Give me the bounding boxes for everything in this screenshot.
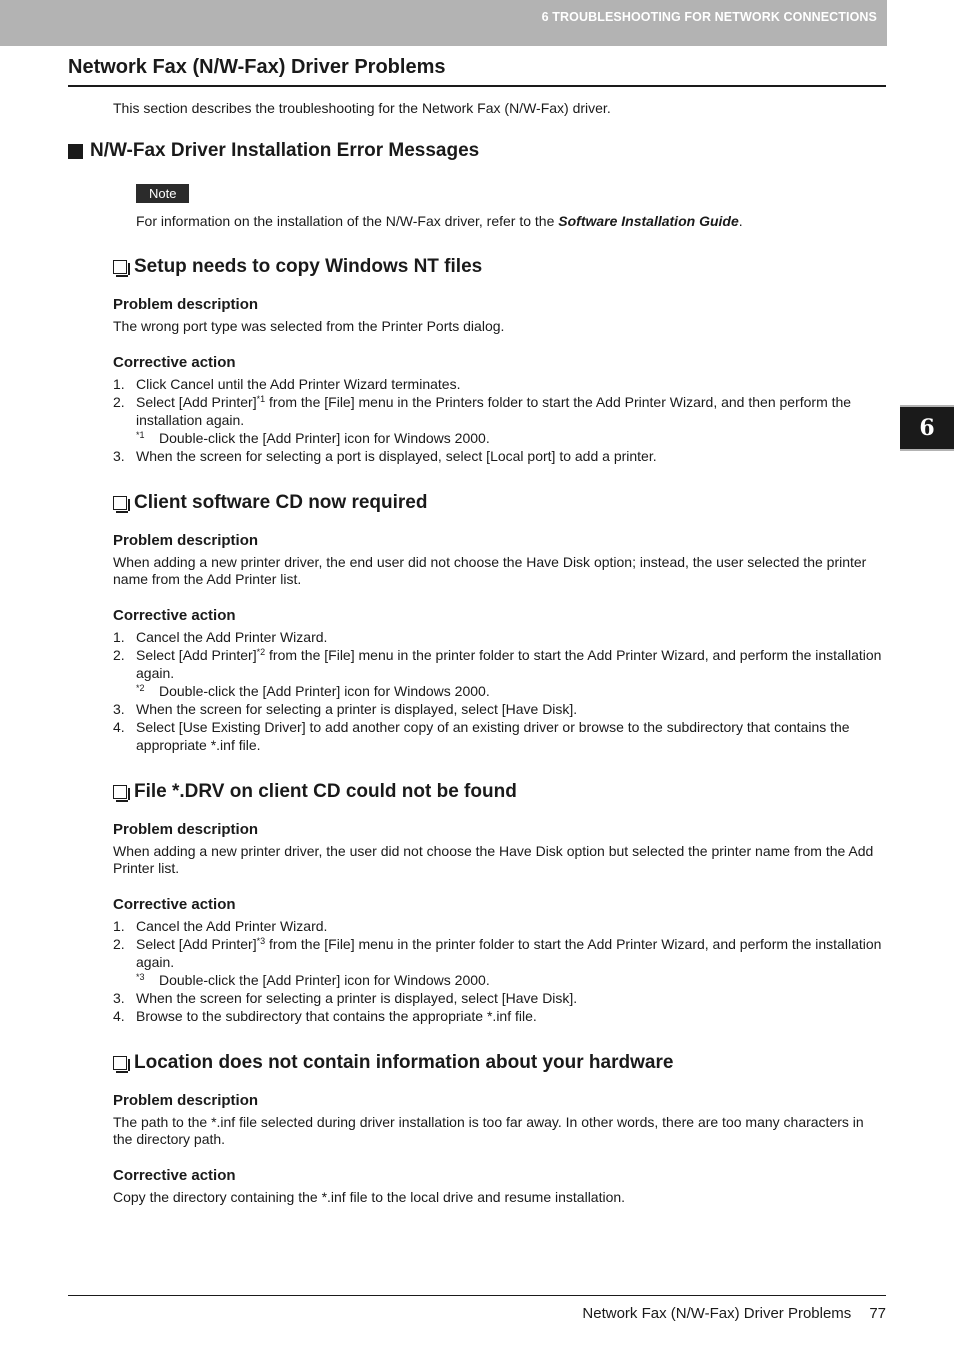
footnote-mark: *2 xyxy=(136,682,145,693)
header-bar xyxy=(0,0,887,46)
step-number: 3. xyxy=(113,700,125,717)
chapter-tab[interactable]: 6 xyxy=(900,405,954,449)
step-number: 2. xyxy=(113,393,125,410)
footnote xyxy=(136,429,886,447)
list-item xyxy=(113,393,886,447)
topic-heading-text: Client software CD now required xyxy=(134,491,428,513)
step-text: Browse to the subdirectory that contains the appropriate *.inf file. xyxy=(136,1007,537,1024)
action-steps xyxy=(113,917,886,1025)
step-number: 1. xyxy=(113,917,125,934)
action-steps xyxy=(113,628,886,754)
problem-label: Problem description xyxy=(113,296,259,313)
step-number: 1. xyxy=(113,628,125,645)
list-item xyxy=(113,935,886,989)
footnote-ref: *1 xyxy=(256,393,266,404)
footer xyxy=(582,1305,886,1322)
chapter-tab-underline xyxy=(900,449,954,451)
checkbox-square-icon xyxy=(113,496,127,510)
footnote-text: Double-click the [Add Printer] icon for Windows 2000. xyxy=(159,682,490,699)
action-text: Copy the directory containing the *.inf file to the local drive and resume installation. xyxy=(113,1188,626,1205)
page-title: Network Fax (N/W-Fax) Driver Problems xyxy=(68,56,886,87)
topic-heading xyxy=(113,781,886,803)
step-text: from the [File] menu in the printer folder to start the Add Printer Wizard, and perform the installation again. xyxy=(136,646,882,681)
footnote-mark: *1 xyxy=(136,429,145,440)
topic-heading xyxy=(113,1052,886,1074)
list-item xyxy=(113,628,886,646)
note-block xyxy=(136,184,886,229)
footnote-ref: *2 xyxy=(256,646,266,657)
problem-label: Problem description xyxy=(113,1091,259,1109)
list-item xyxy=(113,718,886,754)
problem-label: Problem description xyxy=(113,531,259,549)
section-heading-text: N/W-Fax Driver Installation Error Messages xyxy=(90,140,480,161)
step-text: Select [Add Printer] xyxy=(136,935,257,952)
action-label: Corrective action xyxy=(113,353,236,371)
list-item xyxy=(113,989,886,1007)
step-number: 3. xyxy=(113,447,125,464)
problem-text: When adding a new printer driver, the end user did not choose the Have Disk option; instead, the user selected the printer name from the Add Printer list. xyxy=(113,553,867,587)
note-reference: Software Installation Guide xyxy=(558,213,739,229)
problem-text: The path to the *.inf file selected during driver installation is too far away. In other words, there are too many characters in the directory path. xyxy=(113,1113,864,1147)
footer-divider xyxy=(68,1295,886,1296)
intro-text: This section describes the troubleshooting for the Network Fax (N/W-Fax) driver. xyxy=(113,100,611,116)
step-text: When the screen for selecting a printer is displayed, select [Have Disk]. xyxy=(136,700,578,717)
step-number: 2. xyxy=(113,935,125,952)
step-text: Select [Add Printer] xyxy=(136,393,257,410)
action-label: Corrective action xyxy=(113,606,236,624)
footnote-ref: *3 xyxy=(256,935,266,946)
section-heading xyxy=(68,140,886,162)
page-number: 77 xyxy=(869,1305,886,1322)
checkbox-square-icon xyxy=(113,260,127,274)
topic-heading xyxy=(113,256,886,278)
list-item xyxy=(113,375,886,393)
filled-square-icon xyxy=(68,144,83,159)
topic-heading-text: File *.DRV on client CD could not be found xyxy=(134,780,517,802)
note-label: Note xyxy=(136,184,189,203)
note-text-after: . xyxy=(738,213,743,229)
step-text: Select [Use Existing Driver] to add another copy of an existing driver or browse to the subdirectory that contains the appropriate *.inf file. xyxy=(136,718,850,753)
checkbox-square-icon xyxy=(113,785,127,799)
header-text: 6 TROUBLESHOOTING FOR NETWORK CONNECTIONS xyxy=(541,10,877,24)
step-text: from the [File] menu in the Printers folder to start the Add Printer Wizard, and then perform the installation again. xyxy=(136,393,852,428)
footnote-text: Double-click the [Add Printer] icon for Windows 2000. xyxy=(159,971,490,988)
step-number: 2. xyxy=(113,646,125,663)
step-text: from the [File] menu in the printer folder to start the Add Printer Wizard, and perform the installation again. xyxy=(136,935,882,970)
footer-title: Network Fax (N/W-Fax) Driver Problems xyxy=(582,1305,852,1322)
problem-text: When adding a new printer driver, the user did not choose the Have Disk option but selected the printer name from the Add Printer list. xyxy=(113,842,874,876)
list-item xyxy=(113,447,886,465)
footnote-mark: *3 xyxy=(136,971,145,982)
problem-text: The wrong port type was selected from the Printer Ports dialog. xyxy=(113,318,505,334)
page-content xyxy=(68,56,886,1206)
footnote xyxy=(136,971,886,989)
step-number: 3. xyxy=(113,989,125,1006)
list-item xyxy=(113,700,886,718)
topic-heading-text: Setup needs to copy Windows NT files xyxy=(134,256,483,277)
problem-label: Problem description xyxy=(113,820,259,838)
list-item xyxy=(113,1007,886,1025)
step-text: When the screen for selecting a printer is displayed, select [Have Disk]. xyxy=(136,989,578,1006)
topic-heading xyxy=(113,492,886,514)
step-text: Cancel the Add Printer Wizard. xyxy=(136,628,328,645)
step-number: 1. xyxy=(113,375,125,392)
step-text: Cancel the Add Printer Wizard. xyxy=(136,917,328,934)
step-text: Click Cancel until the Add Printer Wizard terminates. xyxy=(136,375,461,392)
note-text-before: For information on the installation of the N/W-Fax driver, refer to the xyxy=(136,213,559,229)
topic-heading-text: Location does not contain information about your hardware xyxy=(134,1051,674,1073)
footnote xyxy=(136,682,886,700)
footnote-text: Double-click the [Add Printer] icon for Windows 2000. xyxy=(159,429,490,446)
action-label: Corrective action xyxy=(113,1166,236,1184)
step-text: Select [Add Printer] xyxy=(136,646,257,663)
note-text xyxy=(136,213,886,229)
checkbox-square-icon xyxy=(113,1056,127,1070)
list-item xyxy=(113,646,886,700)
step-number: 4. xyxy=(113,718,125,735)
step-number: 4. xyxy=(113,1007,125,1024)
list-item xyxy=(113,917,886,935)
action-label: Corrective action xyxy=(113,895,236,913)
action-steps xyxy=(113,375,886,465)
step-text: When the screen for selecting a port is displayed, select [Local port] to add a printer. xyxy=(136,447,657,464)
